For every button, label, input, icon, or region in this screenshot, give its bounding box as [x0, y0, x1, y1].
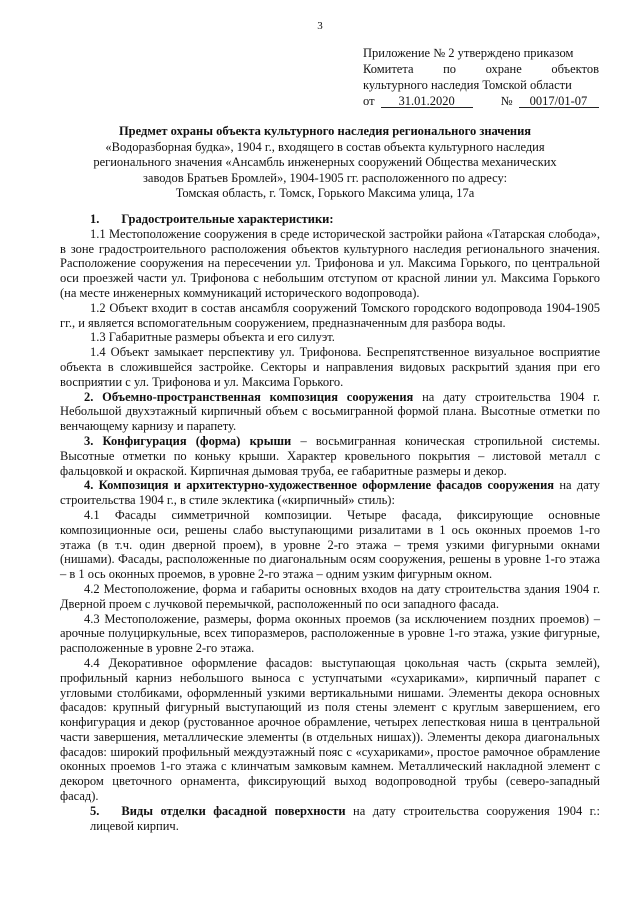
page-number: 3: [317, 20, 323, 32]
order-number: 0017/01-07: [519, 93, 599, 108]
document-body: [60, 212, 600, 833]
paragraph-1-1: 1.1 Местоположение сооружения в среде исторической застройки района «Татарская слобода», в зоне градостроительного расположения объектов культурного наследия регионального значения. Расположение сооружения на пересечении ул. Трифонова и ул. Максима Горького, по центральной оси проезжей части ул. Трифонова с небольшим отступом от красной линии ул. Максима Горького (на месте инженерных коммуникаций исторического водопровода).: [60, 226, 600, 300]
order-date: 31.01.2020: [381, 93, 473, 108]
paragraph-4-4: 4.4 Декоративное оформление фасадов: выступающая цокольная часть (скрыта землей), профильный карниз небольшого выноса с уступчатыми «сухариками», кирпичный парапет с угловыми столбиками, оформленный узкими вертикальными нишами. Элементы декора основных фасадов: крупный фигурный выступающий из поля стены элемент с круглым завершением, его конфигурация и декор (рустованное арочное обрамление, четырех лепестковая ниша в центральной части завершения, металлические элементы (в отдельных нишах)). Элементы декора диагональных фасадов: широкий профильный междуэтажный пояс с «сухариками», простое рамочное обрамление оконных проемов 1-го этажа с клинчатым замковым камнем. Металлический накладной элемент с декором цветочного орнамента, фиксирующий выход водопроводной трубы (северо-западный фасад).: [60, 655, 600, 804]
section-4-heading: 4. Композиция и архитектурно-художественное оформление фасадов сооружения: [84, 478, 555, 493]
section-3-heading: 3. Конфигурация (форма) крыши: [84, 433, 292, 448]
section-1-heading: 1. Градостроительные характеристики:: [90, 212, 334, 226]
section-3-text: – восьмигранная коническая стропильной системы. Высотные отметки по коньку крыши. Характер кровельного покрытия – листовой металл с фальцовкой и окраской. Кирпичная дымовая труба, ее габаритные размеры и декор.: [60, 433, 600, 478]
appendix-line-3: культурного наследия Томской области: [363, 78, 572, 92]
number-label: №: [500, 94, 513, 108]
paragraph-4-2: 4.2 Местоположение, форма и габариты основных входов на дату строительства здания 1904 г. Дверной проем с лучковой перемычкой, расположенный по оси западного фасада.: [60, 581, 600, 611]
appendix-line-2: Комитета по охране объектов: [363, 62, 600, 76]
section-5: [60, 804, 600, 834]
paragraph-1-2: 1.2 Объект входит в состав ансамбля сооружений Томского городского водопровода 1904-1905 гг., и является вспомогательным сооружением, предназначенным для разбора воды.: [60, 300, 600, 330]
appendix-line-1: Приложение № 2 утверждено приказом: [363, 46, 574, 60]
document-title-block: [90, 124, 560, 202]
section-2-text: на дату строительства 1904 г. Небольшой двухэтажный кирпичный объем с восьмигранной формой плана. Высотные отметки по венчающему карнизу и парапету.: [60, 389, 601, 434]
section-4: [60, 478, 600, 508]
section-5-number: 5.: [90, 803, 100, 818]
paragraph-4-3: 4.3 Местоположение, размеры, форма оконных проемов (за исключением поздних проемов) – арочные полуциркульные, всех типоразмеров, расположенные в уровне 1-го этажа, узкие фигурные, расположенные в уровне 2-го этажа.: [60, 611, 600, 656]
section-3: [60, 434, 600, 478]
section-2-heading: 2. Объемно-пространственная композиция сооружения: [84, 389, 414, 404]
title-line-2: «Водоразборная будка», 1904 г., входящего в состав объекта культурного наследия: [105, 139, 545, 154]
section-5-heading: Виды отделки фасадной поверхности: [121, 803, 346, 818]
appendix-date-number-line: [363, 93, 599, 109]
title-line-4: заводов Братьев Бромлей», 1904-1905 гг. расположенного по адресу:: [142, 170, 508, 185]
title-address: Томская область, г. Томск, Горького Максима улица, 17а: [175, 186, 475, 200]
title-line-3: регионального значения «Ансамбль инженерных сооружений Общества механических: [93, 155, 557, 169]
section-5-text: на дату строительства сооружения 1904 г.: лицевой кирпич.: [90, 803, 600, 833]
paragraph-1-4: 1.4 Объект замыкает перспективу ул. Трифонова. Беспрепятственное визуальное восприятие объекта в сложившейся застройке. Секторы и направления видовых раскрытий здания при его восприятии с ул. Трифонова и ул. Максима Горького.: [60, 345, 600, 389]
section-2: [60, 390, 600, 434]
paragraph-4-1: 4.1 Фасады симметричной композиции. Четыре фасада, фиксирующие основные композиционные оси, решены слабо выступающими ризалитами в 1 ось оконных проемов 1-го этажа (в т.ч. один дверной проем), в уровне 2-го этажа – тремя узкими фигурными окнами (нишами). Фасады, расположенные по диагональным осям сооружения, решены в уровне 1-го этажа – в 1 ось оконных проемов, в уровне 2-го этажа – одним узким фигурным окном.: [60, 507, 600, 582]
document-heading: Предмет охраны объекта культурного наследия регионального значения: [118, 124, 532, 138]
appendix-approval-block: [363, 45, 599, 109]
from-label: от: [363, 94, 375, 108]
section-4-text: на дату строительства 1904 г., в стиле эклектика («кирпичный» стиль):: [60, 478, 600, 508]
paragraph-1-3: 1.3 Габаритные размеры объекта и его силуэт.: [90, 330, 335, 345]
